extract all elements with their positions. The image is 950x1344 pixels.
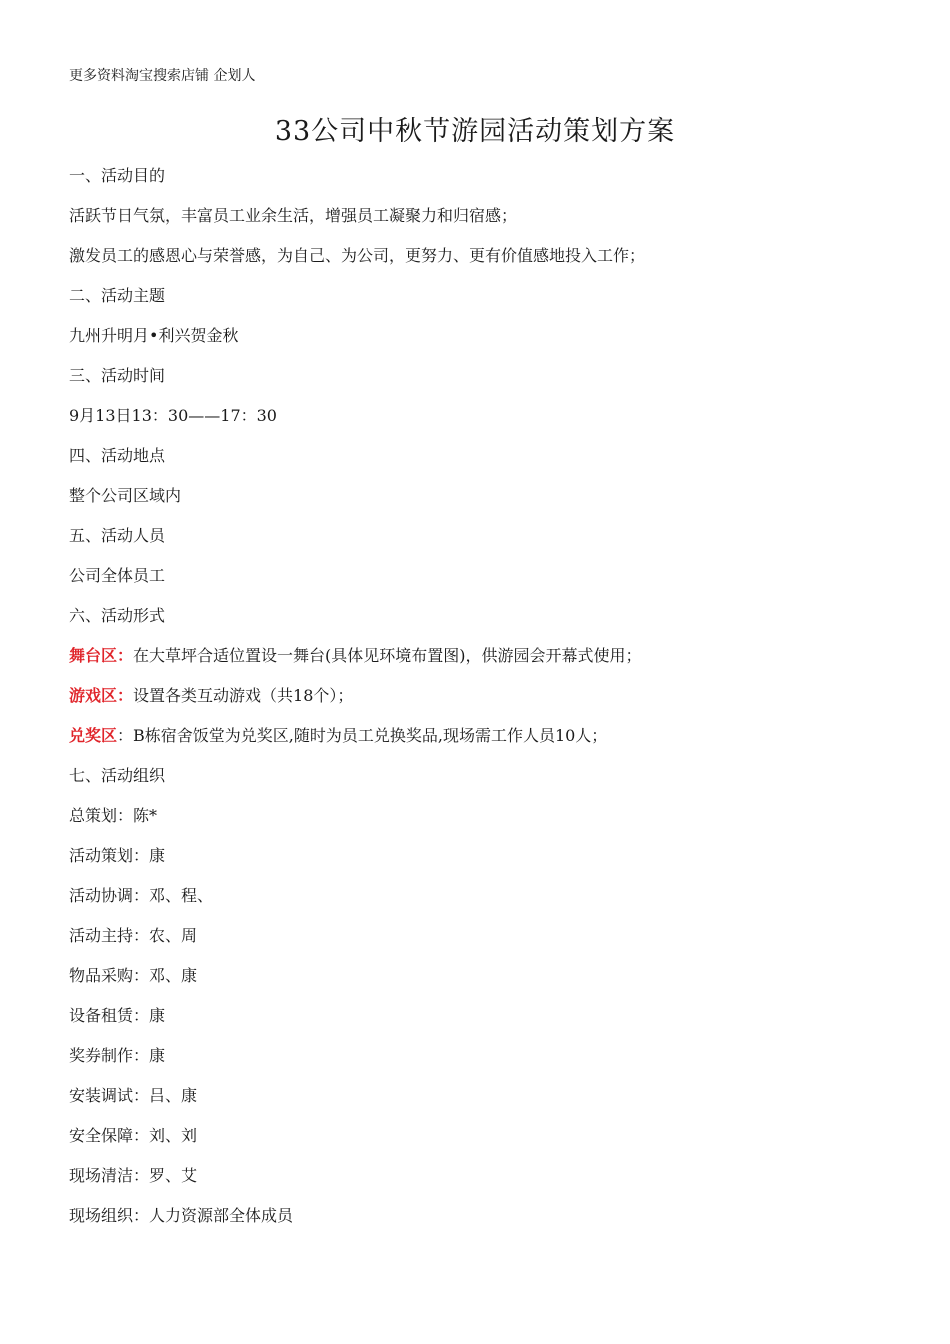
org-item-purchasing: 物品采购：邓、康 [69, 966, 198, 985]
section-heading-organization: 七、活动组织 [69, 766, 166, 785]
game-area-line [69, 683, 889, 723]
org-item-installation: 安装调试：吕、康 [69, 1086, 198, 1105]
section-heading-theme: 二、活动主题 [69, 286, 166, 305]
header-note: 更多资料淘宝搜索店铺 企划人 [69, 68, 256, 84]
game-area-label: 游戏区： [69, 686, 134, 705]
prize-area-text: ：B栋宿舍饭堂为兑奖区,随时为员工兑换奖品,现场需工作人员10人； [117, 726, 608, 745]
people-text: 公司全体员工 [69, 566, 166, 585]
org-item-chief-planner: 总策划：陈* [69, 806, 158, 825]
place-text: 整个公司区域内 [69, 486, 182, 505]
theme-text: 九州升明月•利兴贺金秋 [69, 326, 239, 345]
document-title: 33公司中秋节游园活动策划方案 [274, 116, 676, 147]
org-item-cleaning: 现场清洁：罗、艾 [69, 1166, 198, 1185]
section-heading-people: 五、活动人员 [69, 526, 166, 545]
org-item-event-planner: 活动策划：康 [69, 846, 166, 865]
prize-area-label: 兑奖区 [69, 726, 118, 745]
org-item-voucher-making: 奖券制作：康 [69, 1046, 166, 1065]
stage-area-text: 在大草坪合适位置设一舞台(具体见环境布置图)，供游园会开幕式使用； [133, 646, 642, 665]
org-item-onsite-organization: 现场组织：人力资源部全体成员 [69, 1206, 294, 1225]
org-item-host: 活动主持：农、周 [69, 926, 198, 945]
org-item-security: 安全保障：刘、刘 [69, 1126, 198, 1145]
section-heading-form: 六、活动形式 [69, 606, 166, 625]
goal-line-2: 激发员工的感恩心与荣誉感，为自己、为公司，更努力、更有价值感地投入工作； [69, 246, 646, 265]
time-text: 9月13日13：30——17：30 [69, 406, 277, 425]
stage-area-label: 舞台区： [69, 646, 134, 665]
game-area-text: 设置各类互动游戏（共18个）； [133, 686, 354, 705]
section-heading-time: 三、活动时间 [69, 366, 166, 385]
section-heading-place: 四、活动地点 [69, 446, 166, 465]
org-item-equipment-rental: 设备租赁：康 [69, 1006, 166, 1025]
goal-line-1: 活跃节日气氛，丰富员工业余生活，增强员工凝聚力和归宿感； [69, 206, 518, 225]
document-body [69, 163, 889, 1243]
section-heading-goal: 一、活动目的 [69, 166, 166, 185]
stage-area-line [69, 643, 889, 683]
org-item-coordination: 活动协调：邓、程、 [69, 886, 214, 905]
prize-area-line [69, 723, 889, 763]
